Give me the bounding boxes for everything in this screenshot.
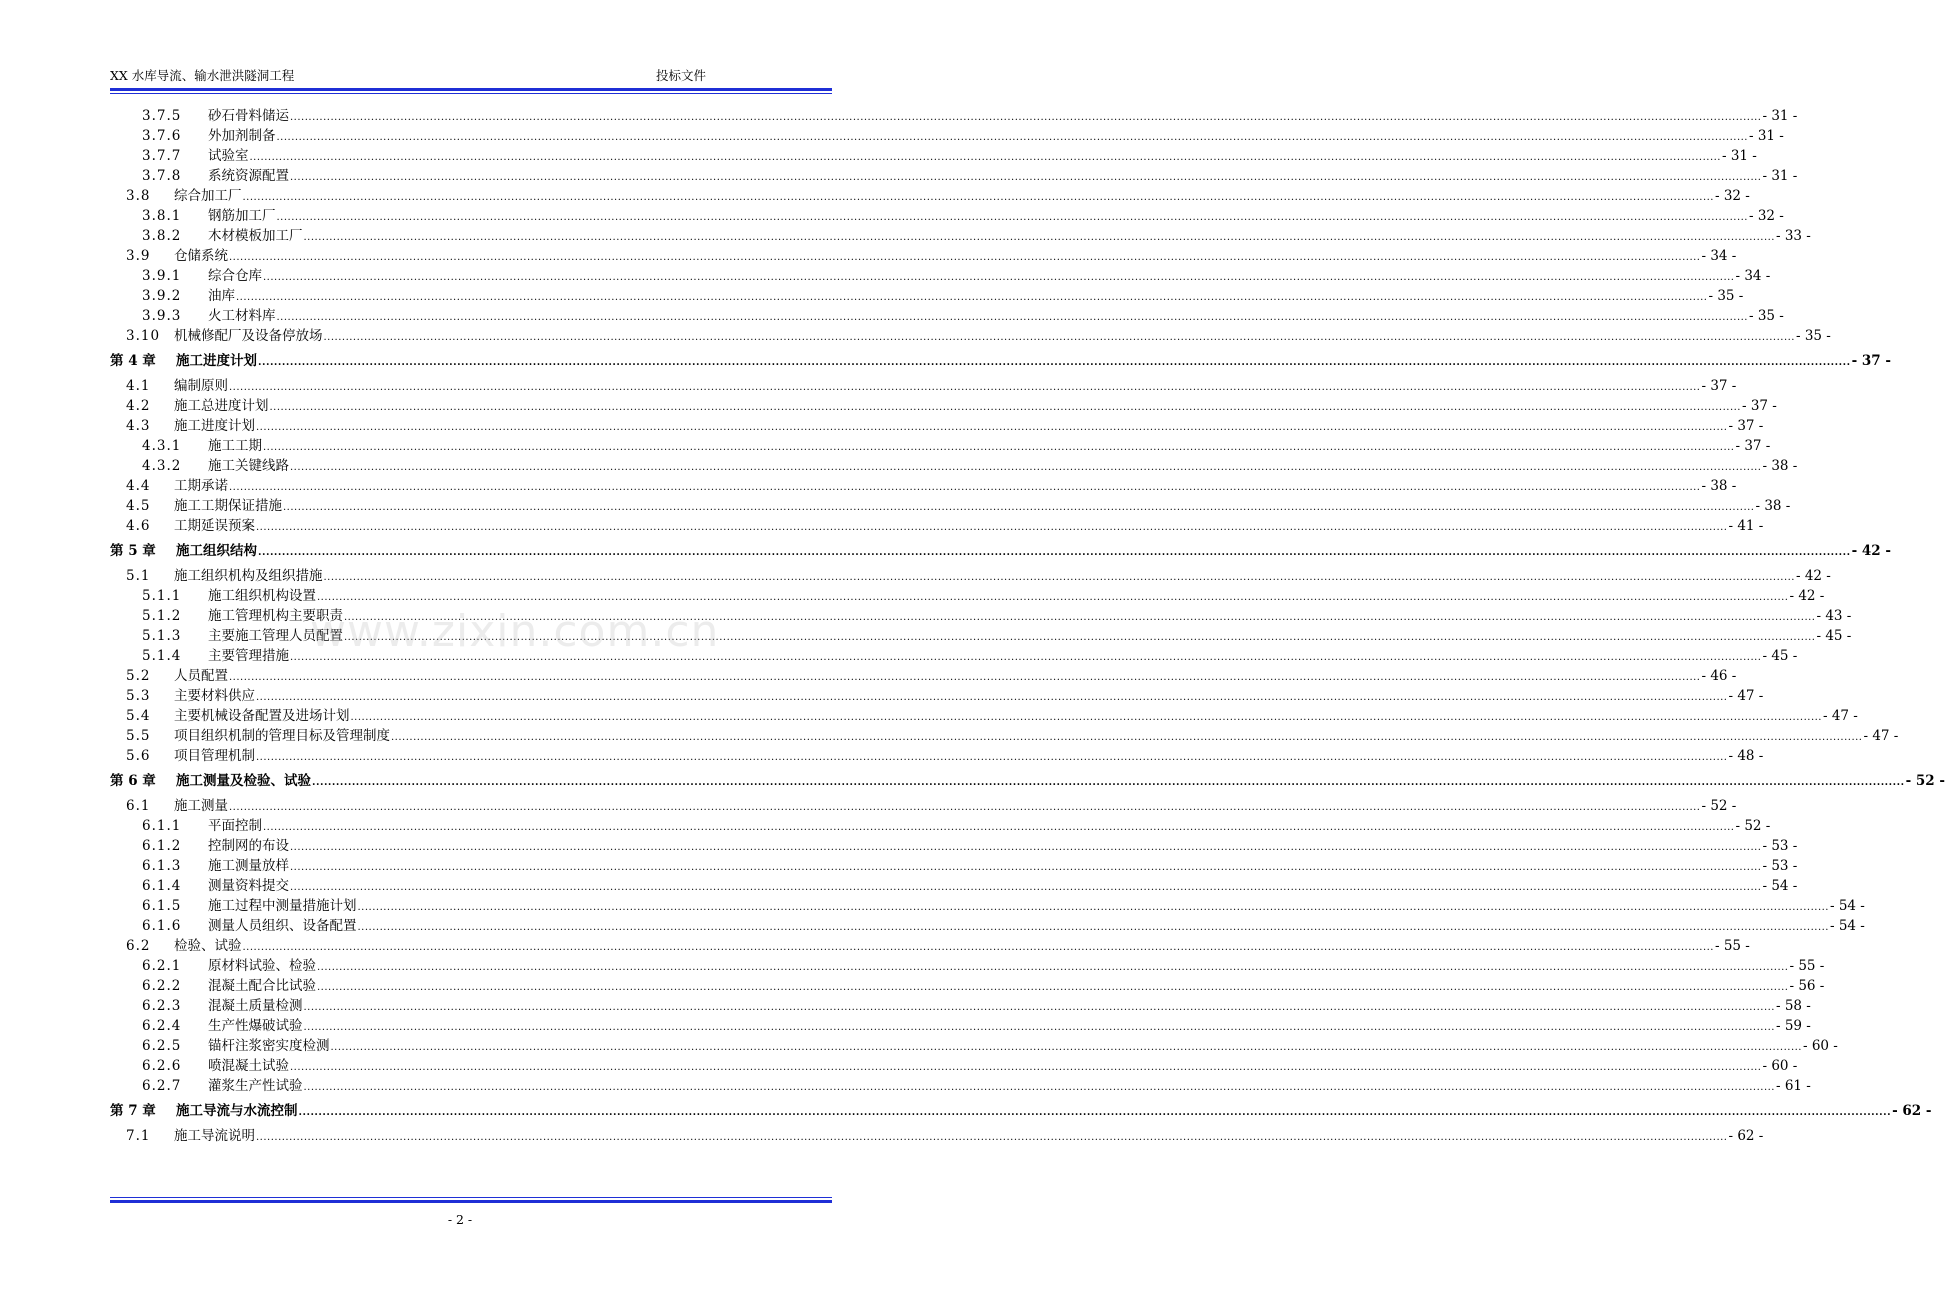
- toc-leader-dots: ................................................................................................................................................................................................................................................................................................................................................................................................................: [317, 982, 1789, 993]
- page-number: - 2 -: [447, 1212, 473, 1227]
- toc-entry[interactable]: [110, 726, 1899, 746]
- toc-leader-dots: ................................................................................................................................................................................................................................................................................................................................................................................................................: [229, 382, 1701, 393]
- toc-entry-page: - 45 -: [1816, 628, 1852, 644]
- header-doc-type: 投标文件: [656, 68, 707, 83]
- toc-entry[interactable]: [110, 746, 1764, 766]
- toc-entry-page: - 47 -: [1822, 708, 1858, 724]
- toc-entry-title: 施工测量及检验、试验: [176, 773, 311, 789]
- toc-entry-number: 6.2.1: [142, 958, 182, 974]
- toc-entry-page: - 31 -: [1762, 108, 1798, 124]
- toc-leader-dots: ................................................................................................................................................................................................................................................................................................................................................................................................................: [303, 1022, 1775, 1033]
- toc-entry-number: 3.9: [126, 248, 151, 264]
- toc-leader-dots: ................................................................................................................................................................................................................................................................................................................................................................................................................: [256, 522, 1728, 533]
- toc-leader-dots: ................................................................................................................................................................................................................................................................................................................................................................................................................: [283, 502, 1755, 513]
- toc-leader-dots: ................................................................................................................................................................................................................................................................................................................................................................................................................: [344, 612, 1816, 623]
- toc-entry-page: - 34 -: [1701, 248, 1737, 264]
- toc-entry-number: 3.9.1: [142, 268, 182, 284]
- toc-leader-dots: ................................................................................................................................................................................................................................................................................................................................................................................................................: [290, 862, 1762, 873]
- toc-chapter-entry[interactable]: [110, 536, 1891, 566]
- toc-entry-page: - 62 -: [1728, 1128, 1764, 1144]
- toc-entry-title: 钢筋加工厂: [208, 208, 276, 224]
- toc-entry-page: - 41 -: [1728, 518, 1764, 534]
- toc-entry-number: 7.1: [126, 1128, 151, 1144]
- toc-entry-title: 施工关键线路: [208, 458, 289, 474]
- toc-entry[interactable]: [110, 436, 1771, 456]
- toc-entry-title: 原材料试验、检验: [208, 958, 316, 974]
- toc-entry[interactable]: [110, 226, 1811, 246]
- toc-entry[interactable]: [110, 856, 1798, 876]
- toc-leader-dots: ................................................................................................................................................................................................................................................................................................................................................................................................................: [256, 1132, 1728, 1143]
- header-rule-thick: [110, 88, 832, 91]
- toc-entry-title: 项目组织机制的管理目标及管理制度: [174, 728, 390, 744]
- toc-entry-title: 施工过程中测量措施计划: [208, 898, 357, 914]
- toc-entry[interactable]: [110, 306, 1784, 326]
- toc-leader-dots: ................................................................................................................................................................................................................................................................................................................................................................................................................: [258, 547, 1851, 558]
- footer-rule-thick: [110, 1200, 832, 1203]
- toc-entry-number: 第 4 章: [110, 353, 156, 369]
- toc-entry-number: 5.4: [126, 708, 151, 724]
- toc-entry-page: - 32 -: [1748, 208, 1784, 224]
- toc-entry[interactable]: [110, 186, 1750, 206]
- toc-entry-page: - 31 -: [1762, 168, 1798, 184]
- toc-entry-page: - 35 -: [1795, 328, 1831, 344]
- toc-entry-page: - 37 -: [1741, 398, 1777, 414]
- toc-entry[interactable]: [110, 246, 1737, 266]
- toc-entry-number: 5.6: [126, 748, 151, 764]
- toc-entry[interactable]: [110, 476, 1737, 496]
- toc-entry[interactable]: [110, 146, 1757, 166]
- toc-entry-number: 6.2.3: [142, 998, 182, 1014]
- toc-leader-dots: ................................................................................................................................................................................................................................................................................................................................................................................................................: [290, 172, 1762, 183]
- toc-entry-title: 火工材料库: [208, 308, 276, 324]
- toc-entry[interactable]: [110, 816, 1771, 836]
- toc-entry-title: 主要机械设备配置及进场计划: [174, 708, 350, 724]
- toc-entry-title: 工期承诺: [174, 478, 228, 494]
- toc-entry-title: 砂石骨料储运: [208, 108, 289, 124]
- toc-entry-title: 施工测量放样: [208, 858, 289, 874]
- toc-leader-dots: ................................................................................................................................................................................................................................................................................................................................................................................................................: [263, 442, 1735, 453]
- toc-entry-page: - 38 -: [1762, 458, 1798, 474]
- toc-leader-dots: ................................................................................................................................................................................................................................................................................................................................................................................................................: [323, 572, 1795, 583]
- toc-entry-title: 施工工期: [208, 438, 262, 454]
- toc-entry-page: - 37 -: [1735, 438, 1771, 454]
- toc-entry-number: 4.3: [126, 418, 151, 434]
- toc-entry-number: 6.1.6: [142, 918, 182, 934]
- watermark: www.zixin.com.cn: [310, 606, 720, 657]
- toc-entry-title: 混凝土质量检测: [208, 998, 303, 1014]
- toc-leader-dots: ................................................................................................................................................................................................................................................................................................................................................................................................................: [229, 482, 1701, 493]
- toc-entry-title: 外加剂制备: [208, 128, 276, 144]
- toc-entry-page: - 54 -: [1829, 898, 1865, 914]
- toc-entry-title: 主要材料供应: [174, 688, 255, 704]
- toc-entry-title: 施工总进度计划: [174, 398, 269, 414]
- toc-entry-page: - 60 -: [1762, 1058, 1798, 1074]
- toc-leader-dots: ................................................................................................................................................................................................................................................................................................................................................................................................................: [276, 312, 1748, 323]
- toc-entry-page: - 38 -: [1701, 478, 1737, 494]
- toc-entry[interactable]: [110, 586, 1825, 606]
- toc-entry-number: 5.5: [126, 728, 151, 744]
- toc-entry-title: 锚杆注浆密实度检测: [208, 1038, 330, 1054]
- toc-leader-dots: ................................................................................................................................................................................................................................................................................................................................................................................................................: [323, 332, 1795, 343]
- toc-leader-dots: ................................................................................................................................................................................................................................................................................................................................................................................................................: [263, 272, 1735, 283]
- toc-entry-number: 6.2.7: [142, 1078, 182, 1094]
- toc-leader-dots: ................................................................................................................................................................................................................................................................................................................................................................................................................: [303, 1002, 1775, 1013]
- toc-entry[interactable]: [110, 286, 1744, 306]
- toc-entry-page: - 42 -: [1789, 588, 1825, 604]
- toc-leader-dots: ................................................................................................................................................................................................................................................................................................................................................................................................................: [344, 632, 1816, 643]
- toc-leader-dots: ................................................................................................................................................................................................................................................................................................................................................................................................................: [357, 902, 1829, 913]
- toc-entry-number: 4.4: [126, 478, 151, 494]
- toc-entry-title: 施工导流与水流控制: [176, 1103, 298, 1119]
- toc-leader-dots: ................................................................................................................................................................................................................................................................................................................................................................................................................: [317, 592, 1789, 603]
- toc-leader-dots: ................................................................................................................................................................................................................................................................................................................................................................................................................: [229, 252, 1701, 263]
- toc-entry-number: 4.3.2: [142, 458, 182, 474]
- header-title: XX 水库导流、输水泄洪隧洞工程: [110, 68, 295, 83]
- toc-leader-dots: ................................................................................................................................................................................................................................................................................................................................................................................................................: [256, 752, 1728, 763]
- toc-entry[interactable]: [110, 916, 1865, 936]
- toc-entry-title: 混凝土配合比试验: [208, 978, 316, 994]
- toc-entry-number: 4.1: [126, 378, 151, 394]
- toc-entry-page: - 56 -: [1789, 978, 1825, 994]
- toc-entry-page: - 37 -: [1701, 378, 1737, 394]
- toc-entry-number: 第 7 章: [110, 1103, 156, 1119]
- toc-entry-number: 3.8: [126, 188, 151, 204]
- toc-entry-number: 3.7.7: [142, 148, 182, 164]
- toc-entry-number: 6.2.6: [142, 1058, 182, 1074]
- toc-entry[interactable]: [110, 516, 1764, 536]
- toc-entry-number: 6.1: [126, 798, 151, 814]
- toc-entry[interactable]: [110, 1056, 1798, 1076]
- toc-entry-page: - 37 -: [1728, 418, 1764, 434]
- toc-entry[interactable]: [110, 456, 1798, 476]
- toc-leader-dots: ................................................................................................................................................................................................................................................................................................................................................................................................................: [312, 777, 1905, 788]
- toc-entry-number: 3.8.2: [142, 228, 182, 244]
- toc-entry-page: - 52 -: [1701, 798, 1737, 814]
- toc-entry-title: 综合仓库: [208, 268, 262, 284]
- toc-entry-page: - 55 -: [1714, 938, 1750, 954]
- toc-entry-page: - 31 -: [1748, 128, 1784, 144]
- toc-entry[interactable]: [110, 936, 1750, 956]
- toc-leader-dots: ................................................................................................................................................................................................................................................................................................................................................................................................................: [236, 292, 1708, 303]
- toc-entry-title: 系统资源配置: [208, 168, 289, 184]
- toc-entry-page: - 53 -: [1762, 838, 1798, 854]
- toc-chapter-entry[interactable]: [110, 346, 1891, 376]
- toc-entry-number: 3.9.3: [142, 308, 182, 324]
- toc-entry-page: - 43 -: [1816, 608, 1852, 624]
- toc-entry-number: 4.5: [126, 498, 151, 514]
- toc-leader-dots: ................................................................................................................................................................................................................................................................................................................................................................................................................: [317, 962, 1789, 973]
- toc-entry-page: - 58 -: [1775, 998, 1811, 1014]
- toc-entry-number: 3.10: [126, 328, 161, 344]
- toc-entry-title: 主要管理措施: [208, 648, 289, 664]
- toc-entry[interactable]: [110, 1076, 1811, 1096]
- toc-entry[interactable]: [110, 166, 1798, 186]
- toc-entry-title: 主要施工管理人员配置: [208, 628, 343, 644]
- toc-entry[interactable]: [110, 396, 1777, 416]
- toc-entry-number: 3.7.6: [142, 128, 182, 144]
- toc-entry-page: - 52 -: [1905, 773, 1945, 789]
- toc-entry-title: 测量人员组织、设备配置: [208, 918, 357, 934]
- toc-leader-dots: ................................................................................................................................................................................................................................................................................................................................................................................................................: [290, 1062, 1762, 1073]
- toc-entry-page: - 48 -: [1728, 748, 1764, 764]
- toc-entry[interactable]: [110, 896, 1865, 916]
- toc-entry-number: 4.6: [126, 518, 151, 534]
- toc-entry[interactable]: [110, 796, 1737, 816]
- toc-leader-dots: ................................................................................................................................................................................................................................................................................................................................................................................................................: [290, 112, 1762, 123]
- footer-rule-thin: [110, 1197, 832, 1198]
- toc-entry-page: - 33 -: [1775, 228, 1811, 244]
- toc-entry-page: - 54 -: [1829, 918, 1865, 934]
- toc-leader-dots: ................................................................................................................................................................................................................................................................................................................................................................................................................: [242, 942, 1714, 953]
- toc-entry[interactable]: [110, 686, 1764, 706]
- toc-entry-page: - 35 -: [1748, 308, 1784, 324]
- toc-entry[interactable]: [110, 376, 1737, 396]
- toc-entry[interactable]: [110, 416, 1764, 436]
- toc-chapter-entry[interactable]: [110, 1096, 1932, 1126]
- toc-entry[interactable]: [110, 976, 1825, 996]
- toc-entry-page: - 32 -: [1714, 188, 1750, 204]
- toc-entry-title: 编制原则: [174, 378, 228, 394]
- toc-entry-page: - 37 -: [1851, 353, 1891, 369]
- toc-leader-dots: ................................................................................................................................................................................................................................................................................................................................................................................................................: [298, 1107, 1892, 1118]
- toc-leader-dots: ................................................................................................................................................................................................................................................................................................................................................................................................................: [256, 422, 1728, 433]
- toc-entry[interactable]: [110, 266, 1771, 286]
- toc-leader-dots: ................................................................................................................................................................................................................................................................................................................................................................................................................: [276, 212, 1748, 223]
- toc-entry-page: - 42 -: [1851, 543, 1891, 559]
- toc-leader-dots: ................................................................................................................................................................................................................................................................................................................................................................................................................: [249, 152, 1721, 163]
- toc-entry-number: 3.9.2: [142, 288, 182, 304]
- toc-entry[interactable]: [110, 106, 1798, 126]
- toc-entry-number: 6.1.2: [142, 838, 182, 854]
- toc-entry-page: - 34 -: [1735, 268, 1771, 284]
- toc-entry-number: 3.7.5: [142, 108, 182, 124]
- toc-entry-page: - 47 -: [1728, 688, 1764, 704]
- toc-entry-page: - 35 -: [1708, 288, 1744, 304]
- toc-leader-dots: ................................................................................................................................................................................................................................................................................................................................................................................................................: [256, 692, 1728, 703]
- toc-leader-dots: ................................................................................................................................................................................................................................................................................................................................................................................................................: [269, 402, 1741, 413]
- toc-entry-title: 施工进度计划: [174, 418, 255, 434]
- toc-entry-title: 试验室: [208, 148, 249, 164]
- toc-entry[interactable]: [110, 876, 1798, 896]
- toc-entry-page: - 47 -: [1863, 728, 1899, 744]
- toc-entry-number: 5.3: [126, 688, 151, 704]
- toc-entry[interactable]: [110, 566, 1831, 586]
- toc-leader-dots: ................................................................................................................................................................................................................................................................................................................................................................................................................: [290, 652, 1762, 663]
- toc-entry-number: 6.2.4: [142, 1018, 182, 1034]
- toc-leader-dots: ................................................................................................................................................................................................................................................................................................................................................................................................................: [242, 192, 1714, 203]
- toc-entry-number: 5.2: [126, 668, 151, 684]
- toc-entry-number: 6.2: [126, 938, 151, 954]
- toc-entry-number: 6.1.5: [142, 898, 182, 914]
- toc-entry-number: 4.3.1: [142, 438, 182, 454]
- toc-entry-title: 测量资料提交: [208, 878, 289, 894]
- toc-leader-dots: ................................................................................................................................................................................................................................................................................................................................................................................................................: [290, 462, 1762, 473]
- toc-leader-dots: ................................................................................................................................................................................................................................................................................................................................................................................................................: [229, 802, 1701, 813]
- toc-entry-title: 施工测量: [174, 798, 228, 814]
- toc-entry-number: 第 6 章: [110, 773, 156, 789]
- toc-entry-title: 喷混凝土试验: [208, 1058, 289, 1074]
- toc-entry[interactable]: [110, 126, 1784, 146]
- toc-entry-number: 6.1.3: [142, 858, 182, 874]
- toc-leader-dots: ................................................................................................................................................................................................................................................................................................................................................................................................................: [263, 822, 1735, 833]
- toc-entry-number: 4.2: [126, 398, 151, 414]
- toc-leader-dots: ................................................................................................................................................................................................................................................................................................................................................................................................................: [276, 132, 1748, 143]
- toc-entry-number: 3.8.1: [142, 208, 182, 224]
- toc-entry-title: 施工导流说明: [174, 1128, 255, 1144]
- header-rule-thin: [110, 93, 832, 94]
- toc-entry-page: - 60 -: [1802, 1038, 1838, 1054]
- toc-entry-number: 5.1: [126, 568, 151, 584]
- toc-leader-dots: ................................................................................................................................................................................................................................................................................................................................................................................................................: [258, 357, 1851, 368]
- toc-entry-title: 灌浆生产性试验: [208, 1078, 303, 1094]
- toc-entry-title: 检验、试验: [174, 938, 242, 954]
- toc-entry-title: 平面控制: [208, 818, 262, 834]
- toc-entry-number: 5.1.1: [142, 588, 182, 604]
- toc-entry[interactable]: [110, 496, 1791, 516]
- toc-entry-title: 施工组织机构及组织措施: [174, 568, 323, 584]
- toc-entry-title: 施工工期保证措施: [174, 498, 282, 514]
- toc-entry-number: 6.2.5: [142, 1038, 182, 1054]
- toc-entry-page: - 55 -: [1789, 958, 1825, 974]
- toc-entry[interactable]: [110, 1016, 1811, 1036]
- toc-entry[interactable]: [110, 706, 1858, 726]
- toc-entry-title: 项目管理机制: [174, 748, 255, 764]
- toc-entry-number: 6.1.1: [142, 818, 182, 834]
- toc-entry-title: 生产性爆破试验: [208, 1018, 303, 1034]
- toc-leader-dots: ................................................................................................................................................................................................................................................................................................................................................................................................................: [229, 672, 1701, 683]
- toc-entry-title: 施工组织机构设置: [208, 588, 316, 604]
- toc-entry-page: - 53 -: [1762, 858, 1798, 874]
- toc-entry-title: 控制网的布设: [208, 838, 289, 854]
- page-header: [110, 66, 832, 84]
- toc-entry-page: - 45 -: [1762, 648, 1798, 664]
- toc-entry-page: - 54 -: [1762, 878, 1798, 894]
- toc-entry[interactable]: [110, 996, 1811, 1016]
- toc-leader-dots: ................................................................................................................................................................................................................................................................................................................................................................................................................: [303, 1082, 1775, 1093]
- toc-entry-title: 施工进度计划: [176, 353, 257, 369]
- toc-entry-page: - 46 -: [1701, 668, 1737, 684]
- toc-entry-title: 施工管理机构主要职责: [208, 608, 343, 624]
- toc-entry-page: - 61 -: [1775, 1078, 1811, 1094]
- toc-entry-page: - 42 -: [1795, 568, 1831, 584]
- toc-entry[interactable]: [110, 326, 1831, 346]
- toc-entry[interactable]: [110, 666, 1737, 686]
- toc-entry-number: 第 5 章: [110, 543, 156, 559]
- toc-chapter-entry[interactable]: [110, 766, 1945, 796]
- toc-entry[interactable]: [110, 1036, 1838, 1056]
- toc-entry[interactable]: [110, 1126, 1764, 1146]
- toc-leader-dots: ................................................................................................................................................................................................................................................................................................................................................................................................................: [350, 712, 1822, 723]
- toc-leader-dots: ................................................................................................................................................................................................................................................................................................................................................................................................................: [330, 1042, 1802, 1053]
- toc-entry-title: 人员配置: [174, 668, 228, 684]
- toc-entry-page: - 38 -: [1755, 498, 1791, 514]
- toc-entry-title: 仓储系统: [174, 248, 228, 264]
- toc-entry-number: 6.2.2: [142, 978, 182, 994]
- toc-entry-title: 油库: [208, 288, 235, 304]
- toc-leader-dots: ................................................................................................................................................................................................................................................................................................................................................................................................................: [303, 232, 1775, 243]
- toc-entry[interactable]: [110, 836, 1798, 856]
- toc-entry-title: 木材模板加工厂: [208, 228, 303, 244]
- toc-entry[interactable]: [110, 206, 1784, 226]
- toc-entry-title: 工期延误预案: [174, 518, 255, 534]
- toc-leader-dots: ................................................................................................................................................................................................................................................................................................................................................................................................................: [290, 882, 1762, 893]
- toc-entry-number: 3.7.8: [142, 168, 182, 184]
- toc-entry-page: - 31 -: [1721, 148, 1757, 164]
- toc-entry-number: 5.1.4: [142, 648, 182, 664]
- toc-entry-title: 综合加工厂: [174, 188, 242, 204]
- toc-entry-title: 施工组织结构: [176, 543, 257, 559]
- toc-entry-number: 6.1.4: [142, 878, 182, 894]
- toc-leader-dots: ................................................................................................................................................................................................................................................................................................................................................................................................................: [290, 842, 1762, 853]
- toc-entry-page: - 52 -: [1735, 818, 1771, 834]
- toc-entry[interactable]: [110, 956, 1825, 976]
- toc-entry-title: 机械修配厂及设备停放场: [174, 328, 323, 344]
- toc-entry-number: 5.1.2: [142, 608, 182, 624]
- toc-entry-page: - 62 -: [1892, 1103, 1932, 1119]
- toc-entry-number: 5.1.3: [142, 628, 182, 644]
- toc-leader-dots: ................................................................................................................................................................................................................................................................................................................................................................................................................: [391, 732, 1863, 743]
- toc-entry-page: - 59 -: [1775, 1018, 1811, 1034]
- toc-leader-dots: ................................................................................................................................................................................................................................................................................................................................................................................................................: [357, 922, 1829, 933]
